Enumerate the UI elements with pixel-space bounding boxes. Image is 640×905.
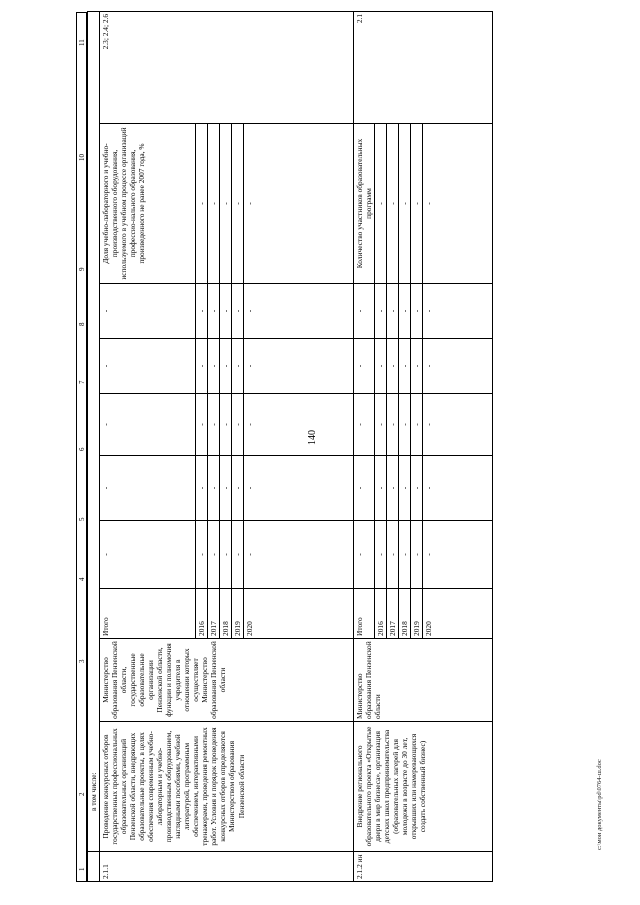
- cell-value: -: [375, 394, 387, 456]
- colnum-7: 7: [78, 380, 86, 384]
- cell-value: -: [208, 284, 220, 339]
- cell-value: -: [411, 456, 423, 521]
- rotated-table-canvas: [76, 12, 586, 882]
- colnum-2: 2: [78, 792, 86, 796]
- cell-value: -: [100, 284, 196, 339]
- cell-value: -: [220, 456, 232, 521]
- file-path-footer: c:\мои документы\pd\0764-ш.doc: [596, 759, 603, 850]
- row-executor: Министерство образования Пензенской области, государственные образовательные организации Пензенской области, функции и полномочия учредителя в отношении которых осуществляет Министерство образования Пензенской области: [100, 639, 354, 722]
- cell-value: -: [399, 339, 411, 394]
- cell-value: -: [354, 339, 375, 394]
- table-row: [100, 11, 196, 881]
- row-executor: Министерство образования Пензенской области: [354, 639, 493, 722]
- cell-value: -: [196, 284, 208, 339]
- cell-value: -: [387, 124, 399, 284]
- cell-value: -: [196, 124, 208, 284]
- cell-value: -: [232, 521, 244, 589]
- cell-value: -: [411, 394, 423, 456]
- section-title-row: [88, 11, 100, 881]
- year-cell: 2017: [387, 589, 399, 639]
- cell-value: -: [244, 284, 354, 339]
- cell-value: -: [208, 339, 220, 394]
- cell-value: -: [387, 456, 399, 521]
- year-cell: 2019: [232, 589, 244, 639]
- cell-value: -: [387, 339, 399, 394]
- colnum-8: 8: [78, 322, 86, 326]
- section-title: в том числе:: [88, 11, 100, 851]
- table-row: [354, 11, 375, 881]
- year-cell: 2019: [411, 589, 423, 639]
- cell-value: -: [244, 456, 354, 521]
- cell-value: -: [375, 521, 387, 589]
- cell-value: -: [100, 521, 196, 589]
- cell-value: -: [220, 284, 232, 339]
- cell-value: -: [399, 456, 411, 521]
- cell-value: -: [196, 521, 208, 589]
- cell-value: -: [244, 521, 354, 589]
- cell-value: -: [100, 394, 196, 456]
- cell-value: -: [354, 521, 375, 589]
- column-number-header: [76, 12, 87, 882]
- cell-value: -: [354, 456, 375, 521]
- colnum-1: 1: [78, 867, 86, 871]
- colnum-6: 6: [78, 447, 86, 451]
- colnum-9: 9: [78, 267, 86, 271]
- row-indicator: Количество участников образовательных программ: [354, 124, 375, 284]
- page-number: 140: [307, 430, 318, 445]
- colnum-10: 10: [78, 154, 86, 161]
- cell-value: -: [232, 124, 244, 284]
- cell-value: -: [411, 124, 423, 284]
- cell-value: -: [354, 394, 375, 456]
- cell-value: -: [196, 339, 208, 394]
- cell-value: -: [232, 284, 244, 339]
- year-cell: 2020: [244, 589, 354, 639]
- cell-value: -: [232, 394, 244, 456]
- year-cell: 2016: [196, 589, 208, 639]
- cell-value: -: [232, 456, 244, 521]
- colnum-3: 3: [78, 659, 86, 663]
- cell-value: -: [399, 124, 411, 284]
- cell-value: -: [208, 456, 220, 521]
- cell-value: -: [423, 521, 493, 589]
- cell-value: -: [375, 124, 387, 284]
- cell-value: -: [208, 394, 220, 456]
- cell-value: -: [100, 339, 196, 394]
- cell-value: -: [411, 521, 423, 589]
- year-cell: 2016: [375, 589, 387, 639]
- row-indicator: Доля учебно-лабораторного и учебно-производственного оборудования, используемого в учебном процессе организаций профессио-нального образования, произведенного не ранее 2007 года, %: [100, 124, 196, 284]
- cell-value: -: [208, 124, 220, 284]
- year-cell: 2018: [220, 589, 232, 639]
- cell-value: -: [232, 339, 244, 394]
- cell-value: -: [220, 521, 232, 589]
- cell-value: -: [411, 339, 423, 394]
- year-cell: 2017: [208, 589, 220, 639]
- cell-value: -: [244, 339, 354, 394]
- cell-value: -: [387, 394, 399, 456]
- cell-value: -: [375, 284, 387, 339]
- cell-value: -: [208, 521, 220, 589]
- cell-value: -: [411, 284, 423, 339]
- row-name: Внедрение регионального образовательного проекта «Открытые двери в мир бизнеса», организация детских школ предпринимательства (образовательных лагерей для молодежи в возрасте до 30 лет, открывших или намеревающихся создать собственный бизнес): [354, 722, 493, 852]
- colnum-4: 4: [78, 577, 86, 581]
- colnum-11: 11: [78, 39, 86, 46]
- cell-value: -: [423, 456, 493, 521]
- cell-value: -: [423, 394, 493, 456]
- year-cell: 2020: [423, 589, 493, 639]
- cell-value: -: [423, 284, 493, 339]
- cell-value: -: [387, 284, 399, 339]
- cell-value: -: [423, 339, 493, 394]
- cell-value: -: [399, 394, 411, 456]
- cell-value: -: [375, 339, 387, 394]
- row-number: 2.1.2 ин: [354, 852, 493, 882]
- row-name: Проведение конкурсных отборов государственных профессиональных образовательных организаций Пензенской области, внедряющих образовательные проекты, в целях обеспечения современным учебно-лабораторным и учебно-производственным оборудованием, наглядными пособиями, учебной литературой, программным обеспечением, интерактивными тренажерами, проведения ремонтных работ. Условия и порядок проведения конкурсных отборов определяются Министерством образования Пензенской области: [100, 722, 354, 852]
- row-links: 2.1: [354, 11, 493, 123]
- cell-value: -: [220, 124, 232, 284]
- cell-value: -: [423, 124, 493, 284]
- cell-value: -: [375, 456, 387, 521]
- year-total: Итого: [100, 589, 196, 639]
- colnum-5: 5: [78, 517, 86, 521]
- cell-value: -: [399, 521, 411, 589]
- cell-value: -: [354, 284, 375, 339]
- row-links: 2.3; 2.4; 2.6: [100, 11, 354, 123]
- year-cell: 2018: [399, 589, 411, 639]
- cell-value: -: [220, 339, 232, 394]
- cell-value: -: [387, 521, 399, 589]
- cell-value: -: [399, 284, 411, 339]
- cell-value: -: [100, 456, 196, 521]
- cell-value: -: [220, 394, 232, 456]
- cell-value: -: [244, 394, 354, 456]
- cell-value: -: [196, 456, 208, 521]
- row-number: 2.1.1: [100, 852, 354, 882]
- cell-value: -: [244, 124, 354, 284]
- year-total: Итого: [354, 589, 375, 639]
- cell-value: -: [196, 394, 208, 456]
- program-table: [87, 11, 493, 882]
